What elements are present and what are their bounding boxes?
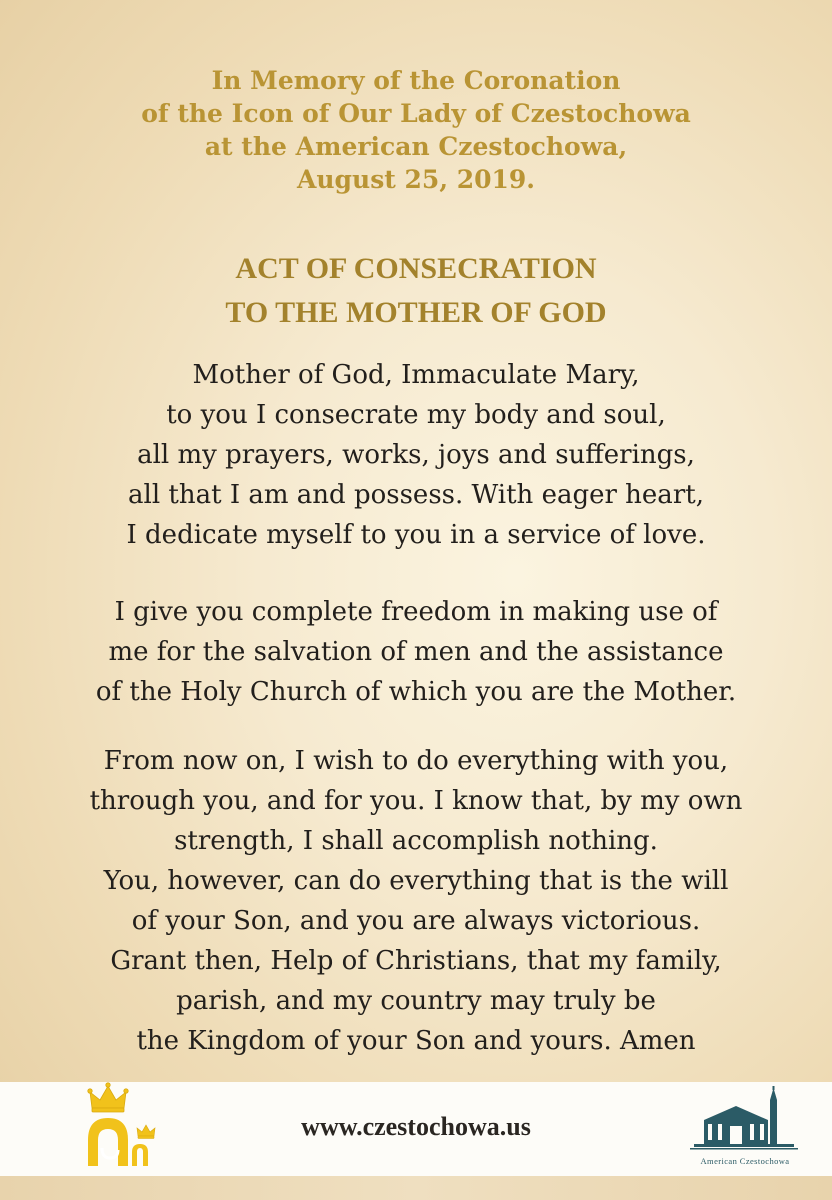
header-line: at the American Czestochowa,: [204, 132, 628, 161]
footer-bar: [0, 1082, 832, 1176]
prayer-line: Mother of God, Immaculate Mary,: [192, 360, 640, 390]
bottom-border: [0, 1176, 832, 1200]
prayer-paragraph-1: [0, 355, 832, 555]
prayer-line: of the Holy Church of which you are the Mother.: [95, 677, 737, 707]
shrine-logo-caption: American Czestochowa: [700, 1156, 790, 1166]
prayer-paragraph-2: [0, 592, 832, 712]
prayer-line: all my prayers, works, joys and sufferings,: [137, 440, 695, 470]
prayer-line: strength, I shall accomplish nothing.: [174, 826, 658, 856]
shrine-logo-icon: [690, 1086, 800, 1166]
prayer-line: me for the salvation of men and the assistance: [108, 637, 724, 667]
prayer-line: I give you complete freedom in making use of: [114, 597, 718, 627]
website-link[interactable]: www.czestochowa.us: [301, 1112, 531, 1141]
prayer-line: I dedicate myself to you in a service of love.: [126, 520, 706, 550]
title-line: ACT OF CONSECRATION: [235, 252, 597, 285]
prayer-line: parish, and my country may truly be: [176, 986, 656, 1016]
prayer-line: You, however, can do everything that is the will: [103, 866, 729, 896]
prayer-paragraph-3: [0, 741, 832, 1061]
prayer-line: to you I consecrate my body and soul,: [166, 400, 666, 430]
header-line: August 25, 2019.: [296, 165, 536, 194]
prayer-line: From now on, I wish to do everything with you,: [103, 746, 729, 776]
memorial-header: [0, 64, 832, 196]
prayer-line: the Kingdom of your Son and yours. Amen: [136, 1026, 696, 1056]
prayer-line: Grant then, Help of Christians, that my family,: [110, 946, 722, 976]
prayer-line: through you, and for you. I know that, by my own: [89, 786, 743, 816]
prayer-line: all that I am and possess. With eager heart,: [128, 480, 704, 510]
prayer-line: of your Son, and you are always victorious.: [131, 906, 701, 936]
header-line: of the Icon of Our Lady of Czestochowa: [141, 99, 691, 128]
page-title: [0, 247, 832, 335]
header-line: In Memory of the Coronation: [211, 66, 621, 95]
title-line: TO THE MOTHER OF GOD: [225, 296, 607, 329]
